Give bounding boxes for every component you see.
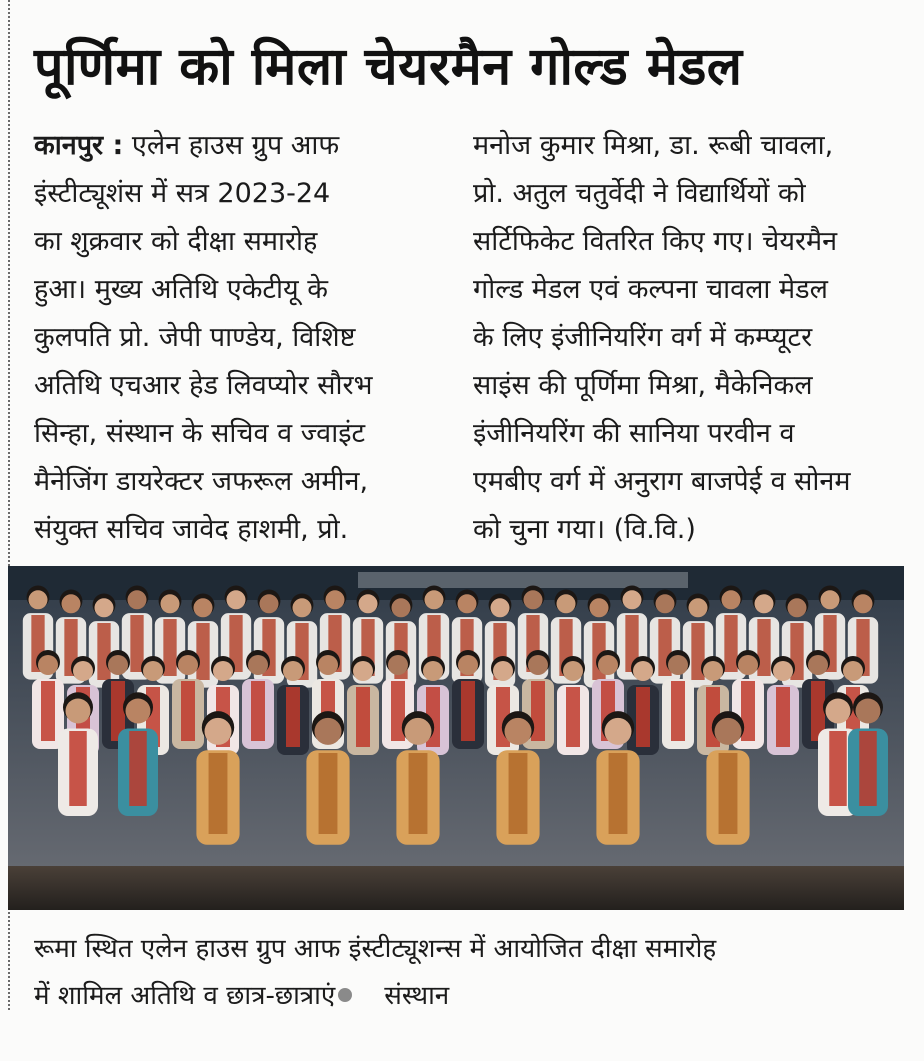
- student-figure: [662, 650, 694, 749]
- photo-credit: संस्थान: [384, 981, 450, 1011]
- caption-line: रूमा स्थित एलेन हाउस ग्रुप आफ इंस्टीट्यूशन्स में आयोजित दीक्षा समारोह: [34, 934, 717, 964]
- article-line: एमबीए वर्ग में अनुराग बाजपेई व सोनम: [473, 466, 851, 497]
- guest-figure: [496, 711, 539, 845]
- article-headline: पूर्णिमा को मिला चेयरमैन गोल्ड मेडल: [34, 37, 743, 97]
- dateline: कानपुर :: [34, 130, 124, 161]
- student-figure: [557, 656, 589, 755]
- guest-figure: [706, 711, 749, 845]
- previous-article-fragment: [0, 0, 924, 14]
- article-line: इंस्टीट्यूशंस में सत्र 2023-24: [34, 178, 331, 209]
- article-line: [34, 122, 434, 170]
- article-line: इंजीनियरिंग की सानिया परवीन व: [473, 418, 795, 449]
- student-figure: [767, 656, 799, 755]
- article-line-text: एलेन हाउस ग्रुप आफ: [131, 130, 340, 161]
- article-line: कुलपति प्रो. जेपी पाण्डेय, विशिष्ट: [34, 322, 356, 353]
- article-line: के लिए इंजीनियरिंग वर्ग में कम्प्यूटर: [473, 322, 813, 353]
- student-figure: [242, 650, 274, 749]
- article-line: गोल्ड मेडल एवं कल्पना चावला मेडल: [473, 274, 828, 305]
- photo-caption: [34, 926, 894, 1020]
- article-line: सर्टिफिकेट वितरित किए गए। चेयरमैन: [473, 226, 838, 257]
- guest-figure: [306, 711, 349, 845]
- caption-text: में शामिल अतिथि व छात्र-छात्राएं: [34, 981, 336, 1011]
- guest-figure: [596, 711, 639, 845]
- group-photo-illustration: [8, 566, 904, 910]
- article-line: साइंस की पूर्णिमा मिश्रा, मैकेनिकल: [473, 370, 813, 401]
- article-line: अतिथि एचआर हेड लिवप्योर सौरभ: [34, 370, 373, 401]
- article-line: मनोज कुमार मिश्रा, डा. रूबी चावला,: [473, 130, 834, 161]
- article-line: प्रो. अतुल चतुर्वेदी ने विद्यार्थियों को: [473, 178, 806, 209]
- article-line: सिन्हा, संस्थान के सचिव व ज्वाइंट: [34, 418, 366, 449]
- student-figure: [627, 656, 659, 755]
- student-figure: [172, 650, 204, 749]
- student-figure: [452, 650, 484, 749]
- student-figure: [118, 692, 158, 816]
- article-line: का शुक्रवार को दीक्षा समारोह: [34, 226, 318, 257]
- student-figure: [277, 656, 309, 755]
- article-line: मैनेजिंग डायरेक्टर जफरूल अमीन,: [34, 466, 369, 497]
- article-line: को चुना गया। (वि.वि.): [473, 514, 696, 545]
- guest-figure: [196, 711, 239, 845]
- guest-figure: [396, 711, 439, 845]
- student-figure: [848, 692, 888, 816]
- student-figure: [347, 656, 379, 755]
- bullet-icon: [338, 988, 352, 1002]
- article-column-left: [34, 122, 434, 554]
- article-column-right: [473, 122, 903, 554]
- student-figure: [58, 692, 98, 816]
- article-line: हुआ। मुख्य अतिथि एकेटीयू के: [34, 274, 329, 305]
- group-photo: [8, 566, 904, 910]
- article-line: संयुक्त सचिव जावेद हाशमी, प्रो.: [34, 514, 349, 545]
- caption-line: [34, 973, 894, 1020]
